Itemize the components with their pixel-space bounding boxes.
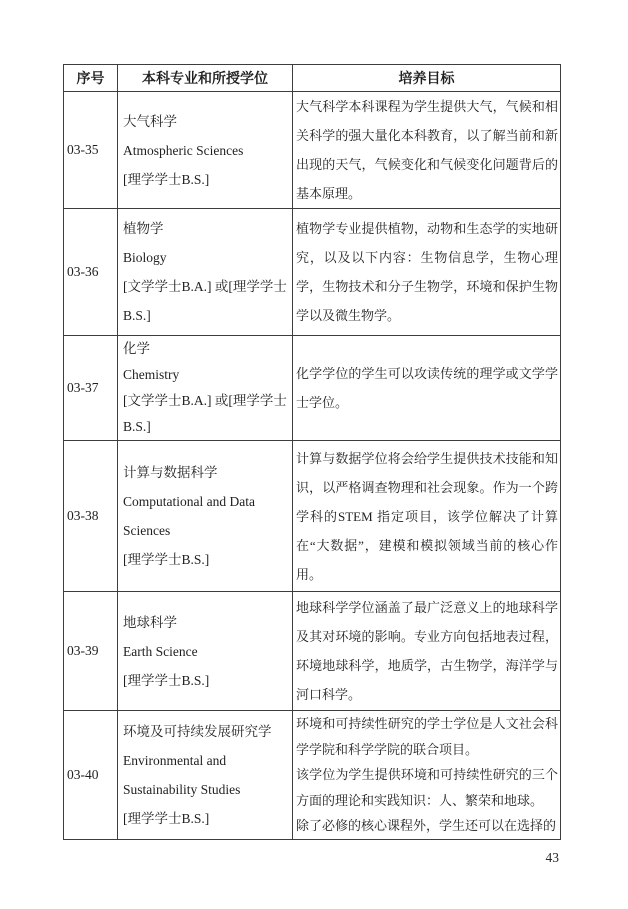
table-row — [64, 336, 561, 441]
page-number: 43 — [545, 850, 559, 865]
major-name-en: Earth Science — [123, 643, 198, 659]
goal-cell — [293, 592, 561, 711]
major-name-en: Biology — [123, 250, 167, 265]
major-cell — [118, 592, 293, 711]
row-id-cell: 03-35 — [64, 92, 118, 209]
goal-cell — [293, 441, 561, 592]
major-name-en: Atmospheric Sciences — [123, 142, 244, 158]
degree-label: [理学学士B.S.] — [123, 810, 210, 826]
degree-label: [理学学士B.S.] — [123, 171, 210, 187]
goal-paragraph: 计算与数据学位将会给学生提供技术技能和知识，以严格调查物理和社会现象。作为一个跨学科的STEM 指定项目，该学位解决了计算在“大数据”，建模和模拟领域当前的核心作用。 — [296, 450, 558, 582]
major-name-en: Chemistry — [123, 367, 180, 382]
table-row — [64, 92, 561, 209]
header-cell-goal: 培养目标 — [293, 65, 561, 92]
major-name-zh: 大气科学 — [123, 113, 177, 129]
major-cell — [118, 711, 293, 840]
major-name-en: Environmental and Sustainability Studies — [123, 752, 241, 797]
goal-paragraph: 除了必修的核心课程外，学生还可以在选择的 — [296, 818, 557, 833]
major-name-zh: 化学 — [123, 341, 150, 356]
major-name-zh: 植物学 — [123, 221, 164, 236]
goal-paragraph: 环境和可持续性研究的学士学位是人文社会科学学院和科学学院的联合项目。 — [296, 716, 558, 757]
goal-paragraph: 该学位为学生提供环境和可持续性研究的三个方面的理论和实践知识：人、繁荣和地球。 — [296, 767, 558, 808]
major-name-zh: 计算与数据科学 — [123, 465, 218, 480]
goal-paragraph: 化学学位的学生可以攻读传统的理学或文学学士学位。 — [296, 366, 558, 410]
row-id-cell: 03-37 — [64, 336, 118, 441]
goal-cell — [293, 711, 561, 840]
degree-label: [理学学士B.S.] — [123, 552, 210, 567]
row-id-cell: 03-40 — [64, 711, 118, 840]
degree-label: [理学学士B.S.] — [123, 672, 210, 688]
major-cell — [118, 92, 293, 209]
table-row — [64, 209, 561, 336]
header-cell-major: 本科专业和所授学位 — [118, 65, 293, 92]
degree-label: [文学学士B.A.] 或[理学学士B.S.] — [123, 279, 287, 323]
row-id-cell: 03-36 — [64, 209, 118, 336]
table-row — [64, 441, 561, 592]
goal-paragraph: 地球科学学位涵盖了最广泛意义上的地球科学及其对环境的影响。专业方向包括地表过程，环境地球科学，地质学，古生物学，海洋学与河口科学。 — [296, 600, 558, 702]
goal-paragraph: 大气科学本科课程为学生提供大气，气候和相关科学的强大量化本科教育，以了解当前和新出现的天气，气候变化和气候变化问题背后的基本原理。 — [296, 99, 558, 201]
table-header-row — [64, 65, 561, 92]
major-name-zh: 环境及可持续发展研究学 — [123, 723, 272, 739]
major-cell — [118, 336, 293, 441]
goal-paragraph: 植物学专业提供植物，动物和生态学的实地研究，以及以下内容：生物信息学，生物心理学，生物技术和分子生物学，环境和保护生物学以及微生物学。 — [296, 221, 558, 323]
header-cell-id: 序号 — [64, 65, 118, 92]
goal-cell — [293, 209, 561, 336]
table-row — [64, 711, 561, 840]
major-cell — [118, 209, 293, 336]
row-id-cell: 03-39 — [64, 592, 118, 711]
major-name-en: Computational and Data Sciences — [123, 494, 255, 538]
table-row — [64, 592, 561, 711]
major-cell — [118, 441, 293, 592]
degree-program-table — [63, 64, 561, 840]
goal-cell — [293, 92, 561, 209]
row-id-cell: 03-38 — [64, 441, 118, 592]
degree-label: [文学学士B.A.] 或[理学学士B.S.] — [123, 393, 287, 434]
goal-cell — [293, 336, 561, 441]
major-name-zh: 地球科学 — [123, 614, 177, 630]
